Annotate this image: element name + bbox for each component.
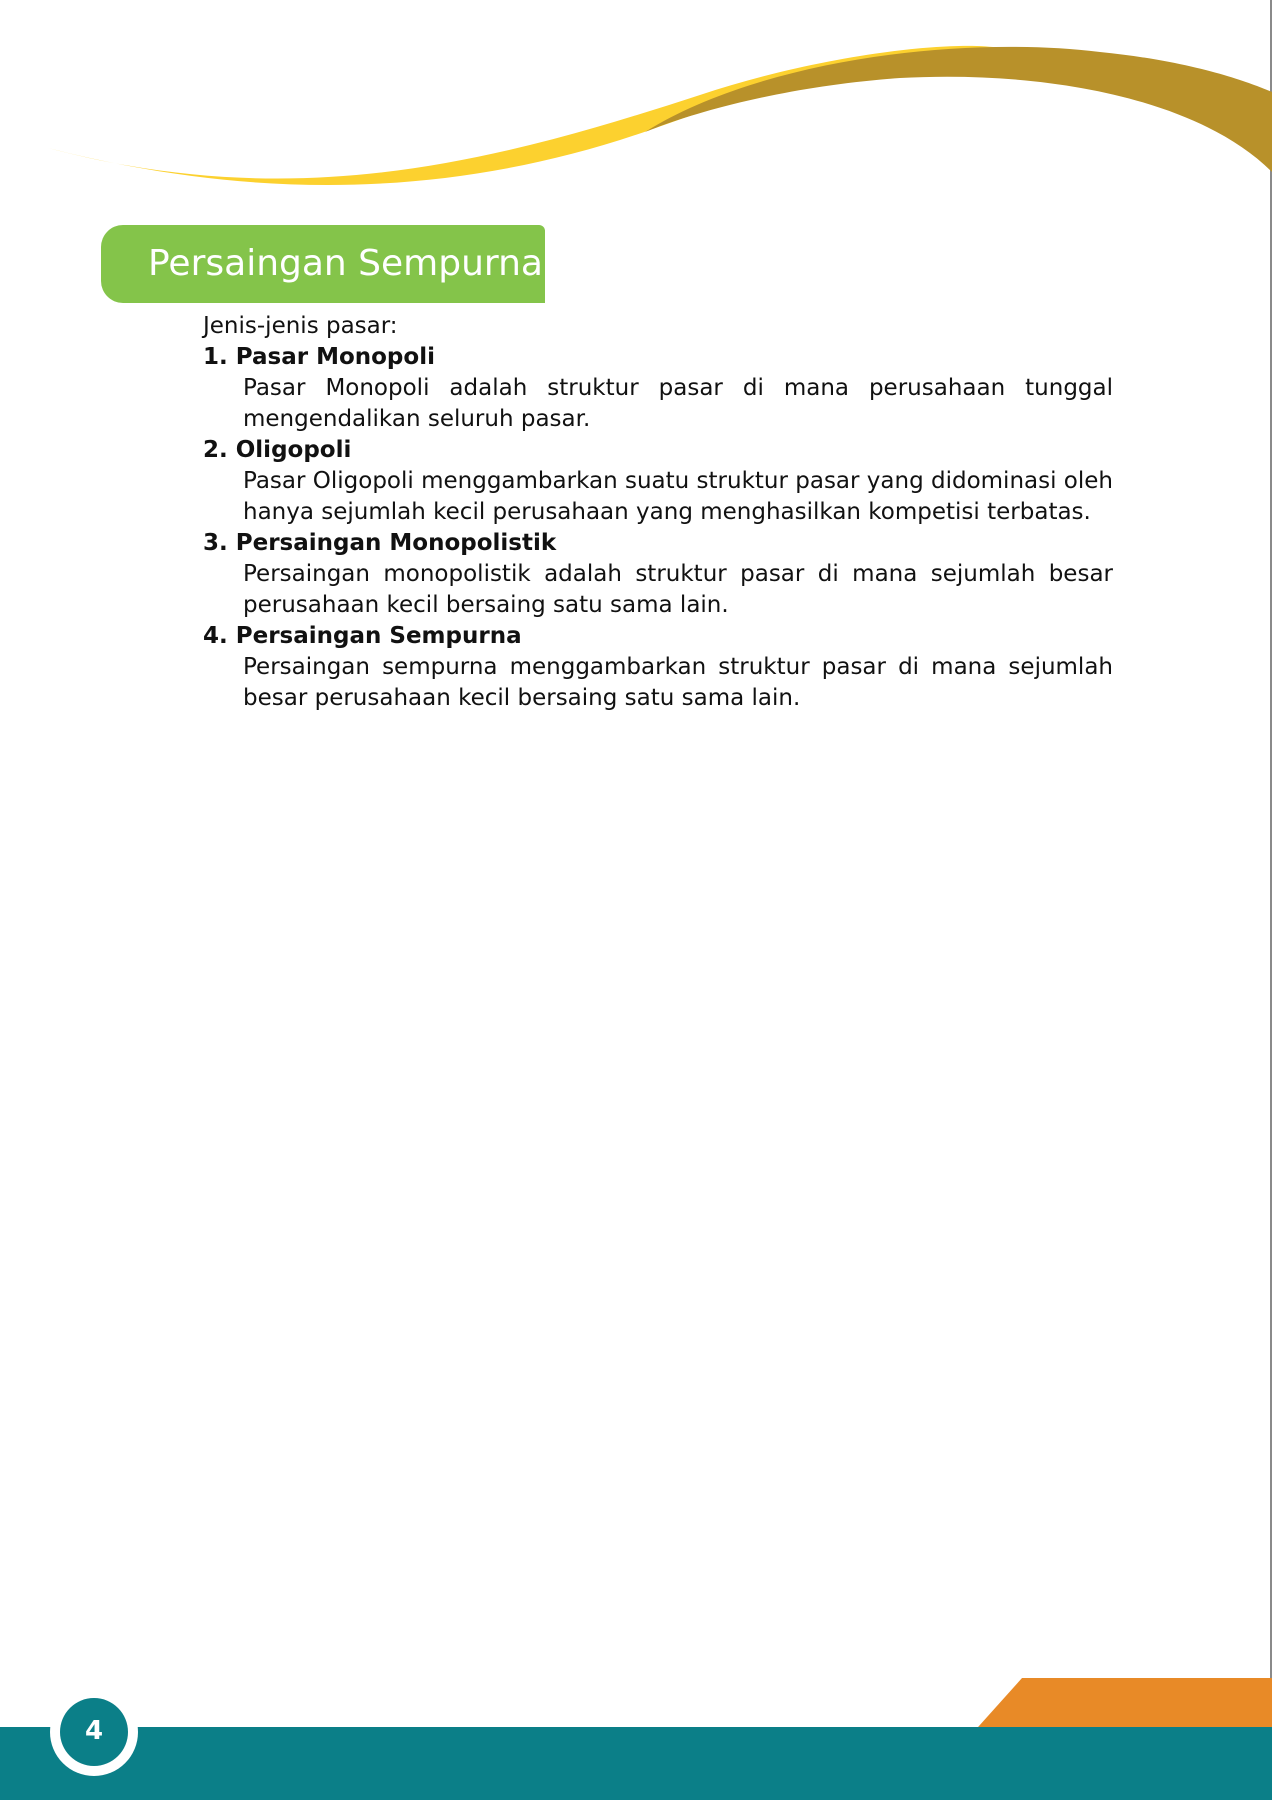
gold-wave	[645, 47, 1272, 172]
footer-teal-bar	[0, 1727, 1272, 1800]
item-title: 2. Oligopoli	[203, 437, 352, 463]
item-description: Persaingan monopolistik adalah struktur pasar di mana sejumlah besar perusahaan kecil bersaing satu sama lain.	[243, 561, 1113, 618]
header-wave-decoration	[0, 0, 1272, 200]
item-description: Pasar Oligopoli menggambarkan suatu struktur pasar yang didominasi oleh hanya sejumlah kecil perusahaan yang menghasilkan kompetisi terbatas.	[243, 468, 1113, 525]
item-description: Pasar Monopoli adalah struktur pasar di mana perusahaan tunggal mengendalikan seluruh pasar.	[243, 375, 1113, 432]
content-body	[203, 311, 1113, 714]
item-title: 4. Persaingan Sempurna	[203, 623, 522, 649]
item-description: Persaingan sempurna menggambarkan struktur pasar di mana sejumlah besar perusahaan kecil bersaing satu sama lain.	[243, 654, 1113, 711]
item-title: 1. Pasar Monopoli	[203, 344, 435, 370]
item-title: 3. Persaingan Monopolistik	[203, 530, 557, 556]
section-title: Persaingan Sempurna	[148, 243, 543, 284]
intro-text: Jenis-jenis pasar:	[203, 313, 398, 339]
footer-band	[0, 1670, 1272, 1800]
page-number: 4	[60, 1698, 128, 1766]
section-title-tab	[101, 225, 545, 303]
page-number-badge	[50, 1688, 138, 1776]
